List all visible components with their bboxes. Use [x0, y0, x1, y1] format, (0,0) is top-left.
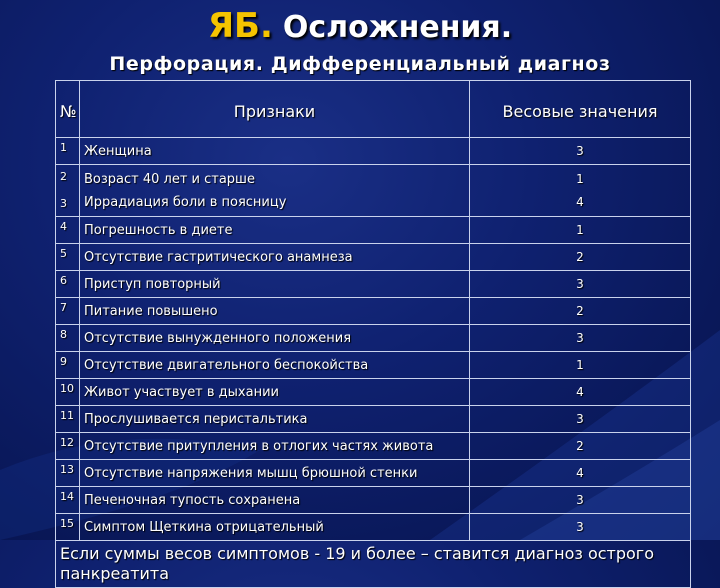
- table-row: [56, 406, 691, 433]
- row-weight: 2: [470, 433, 691, 460]
- diagnosis-table: [55, 80, 691, 588]
- row-weight: 2: [470, 244, 691, 271]
- row-sign: Женщина: [80, 138, 470, 165]
- table-row: [56, 165, 691, 217]
- row-sign: Отсутствие гастритического анамнеза: [80, 244, 470, 271]
- table-row: [56, 138, 691, 165]
- row-num: 2: [60, 170, 67, 183]
- row-num: 14: [56, 487, 80, 514]
- row-num: 10: [56, 379, 80, 406]
- table-row: [56, 325, 691, 352]
- row-weight: 3: [470, 325, 691, 352]
- table-header-row: [56, 81, 691, 138]
- row-num: 1: [56, 138, 80, 165]
- page-title: [0, 4, 720, 50]
- row-sign: Отсутствие притупления в отлогих частях живота: [80, 433, 470, 460]
- title-main: Осложнения.: [282, 10, 513, 45]
- row-sign-pair: [80, 165, 470, 217]
- row-weight: 3: [470, 271, 691, 298]
- row-num: 7: [56, 298, 80, 325]
- row-num: 4: [56, 217, 80, 244]
- header-num: №: [56, 81, 80, 138]
- row-sign: Возраст 40 лет и старше: [84, 171, 255, 187]
- row-weight: 4: [470, 379, 691, 406]
- row-weight: 3: [470, 514, 691, 541]
- table-row: [56, 487, 691, 514]
- table-row: [56, 217, 691, 244]
- row-num: 9: [56, 352, 80, 379]
- row-weight: 1: [470, 352, 691, 379]
- row-sign: Иррадиация боли в поясницу: [84, 194, 287, 210]
- row-num-pair: [56, 165, 80, 217]
- table-row: [56, 244, 691, 271]
- row-sign: Питание повышено: [80, 298, 470, 325]
- row-weight: 1: [576, 172, 584, 186]
- row-weight: 3: [470, 406, 691, 433]
- row-weight: 4: [576, 195, 584, 209]
- row-sign: Живот участвует в дыхании: [80, 379, 470, 406]
- row-num: 8: [56, 325, 80, 352]
- row-weight: 2: [470, 298, 691, 325]
- row-num: 12: [56, 433, 80, 460]
- table-row: [56, 460, 691, 487]
- row-num: 3: [60, 197, 67, 210]
- row-num: 11: [56, 406, 80, 433]
- table-row: [56, 352, 691, 379]
- row-weight: 3: [470, 138, 691, 165]
- diagnosis-conclusion: Если суммы весов симптомов - 19 и более – ставится диагноз острого панкреатита: [56, 541, 691, 588]
- table-row: [56, 271, 691, 298]
- row-num: 5: [56, 244, 80, 271]
- header-signs: Признаки: [80, 81, 470, 138]
- header-weights: Весовые значения: [470, 81, 691, 138]
- row-sign: Отсутствие напряжения мышц брюшной стенки: [80, 460, 470, 487]
- row-sign: Симптом Щеткина отрицательный: [80, 514, 470, 541]
- page-subtitle: Перфорация. Дифференциальный диагноз: [109, 53, 611, 75]
- row-weight: 1: [470, 217, 691, 244]
- title-accent: ЯБ.: [207, 6, 273, 46]
- table-footer-row: [56, 541, 691, 588]
- table-row: [56, 298, 691, 325]
- row-num: 13: [56, 460, 80, 487]
- table-row: [56, 514, 691, 541]
- row-num: 15: [56, 514, 80, 541]
- row-sign: Отсутствие вынужденного положения: [80, 325, 470, 352]
- row-weight: 3: [470, 487, 691, 514]
- table-row: [56, 379, 691, 406]
- row-num: 6: [56, 271, 80, 298]
- row-weight: 4: [470, 460, 691, 487]
- row-weight-pair: [470, 165, 691, 217]
- row-sign: Печеночная тупость сохранена: [80, 487, 470, 514]
- row-sign: Отсутствие двигательного беспокойства: [80, 352, 470, 379]
- row-sign: Прослушивается перистальтика: [80, 406, 470, 433]
- row-sign: Погрешность в диете: [80, 217, 470, 244]
- table-row: [56, 433, 691, 460]
- row-sign: Приступ повторный: [80, 271, 470, 298]
